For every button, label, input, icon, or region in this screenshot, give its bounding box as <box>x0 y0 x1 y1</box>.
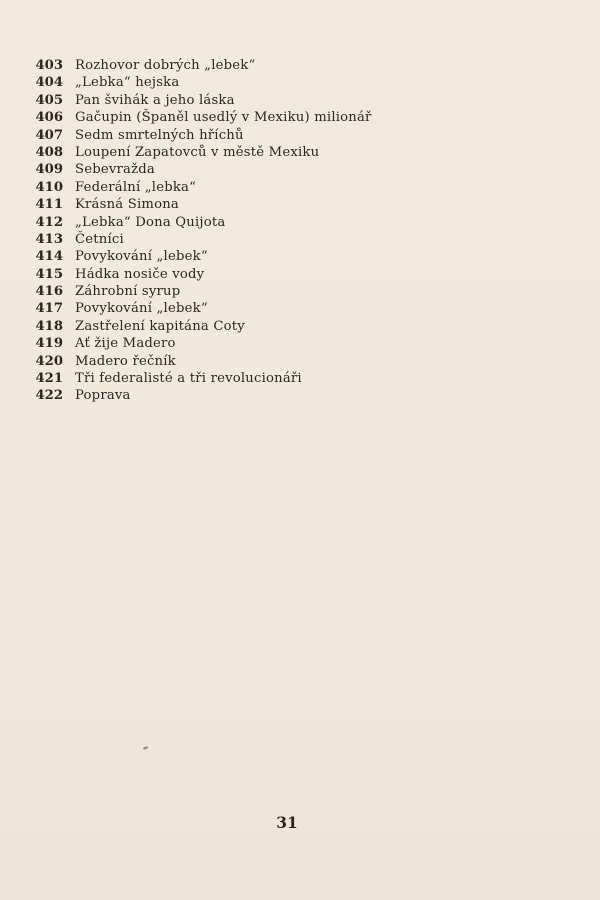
list-item <box>30 335 372 352</box>
entry-title: Krásná Simona <box>75 197 179 213</box>
entry-title: Ať žije Madero <box>75 336 176 352</box>
entry-title: Federální „lebka“ <box>75 179 197 195</box>
entry-number: 408 <box>35 144 63 160</box>
list-item <box>30 318 372 335</box>
entry-number: 418 <box>35 318 63 334</box>
page-number: 31 <box>276 813 298 832</box>
list-item <box>30 387 372 404</box>
entry-number: 409 <box>35 162 63 178</box>
ink-speck <box>143 746 148 749</box>
list-item <box>30 196 372 213</box>
list-item <box>30 92 372 109</box>
entry-number: 415 <box>35 266 63 282</box>
illustration-list <box>30 57 372 405</box>
entry-number: 420 <box>35 353 63 369</box>
entry-number: 407 <box>35 127 63 143</box>
list-item <box>30 109 372 126</box>
entry-number: 417 <box>35 301 63 317</box>
list-item <box>30 248 372 265</box>
entry-title: „Lebka“ hejska <box>75 75 180 91</box>
entry-title: Zastřelení kapitána Coty <box>75 318 245 334</box>
entry-number: 421 <box>35 371 63 387</box>
entry-title: Povykování „lebek“ <box>75 301 208 317</box>
entry-number: 422 <box>35 388 63 404</box>
entry-number: 410 <box>35 179 63 195</box>
list-item <box>30 283 372 300</box>
entry-number: 404 <box>35 75 63 91</box>
list-item <box>30 127 372 144</box>
list-item <box>30 300 372 317</box>
list-item <box>30 144 372 161</box>
entry-title: Hádka nosiče vody <box>75 266 205 282</box>
entry-title: Pan švihák a jeho láska <box>75 92 235 108</box>
entry-title: Sebevražda <box>75 162 155 178</box>
list-item <box>30 179 372 196</box>
entry-title: Povykování „lebek“ <box>75 249 208 265</box>
entry-title: Poprava <box>75 388 131 404</box>
entry-number: 405 <box>35 92 63 108</box>
entry-number: 403 <box>35 58 63 73</box>
entry-title: Tři federalisté a tři revolucionáři <box>75 371 302 387</box>
entry-title: „Lebka“ Dona Quijota <box>75 214 226 230</box>
entry-title: Gačupin (Španěl usedlý v Mexiku) milionář <box>75 110 372 126</box>
entry-title: Madero řečník <box>75 353 176 369</box>
list-item <box>30 353 372 370</box>
entry-number: 419 <box>35 336 63 352</box>
entry-number: 414 <box>35 249 63 265</box>
list-item <box>30 370 372 387</box>
entry-number: 413 <box>35 231 63 247</box>
entry-title: Záhrobní syrup <box>75 284 181 300</box>
list-item <box>30 231 372 248</box>
entry-number: 406 <box>35 110 63 126</box>
entry-title: Rozhovor dobrých „lebek“ <box>75 58 256 73</box>
list-item <box>30 57 372 74</box>
list-item <box>30 214 372 231</box>
list-item <box>30 74 372 91</box>
entry-title: Četníci <box>75 231 124 247</box>
entry-title: Loupení Zapatovců v městě Mexiku <box>75 144 320 160</box>
list-item <box>30 266 372 283</box>
entry-number: 416 <box>35 284 63 300</box>
entry-title: Sedm smrtelných hříchů <box>75 127 244 143</box>
list-item <box>30 161 372 178</box>
entry-number: 412 <box>35 214 63 230</box>
entry-number: 411 <box>35 197 63 213</box>
